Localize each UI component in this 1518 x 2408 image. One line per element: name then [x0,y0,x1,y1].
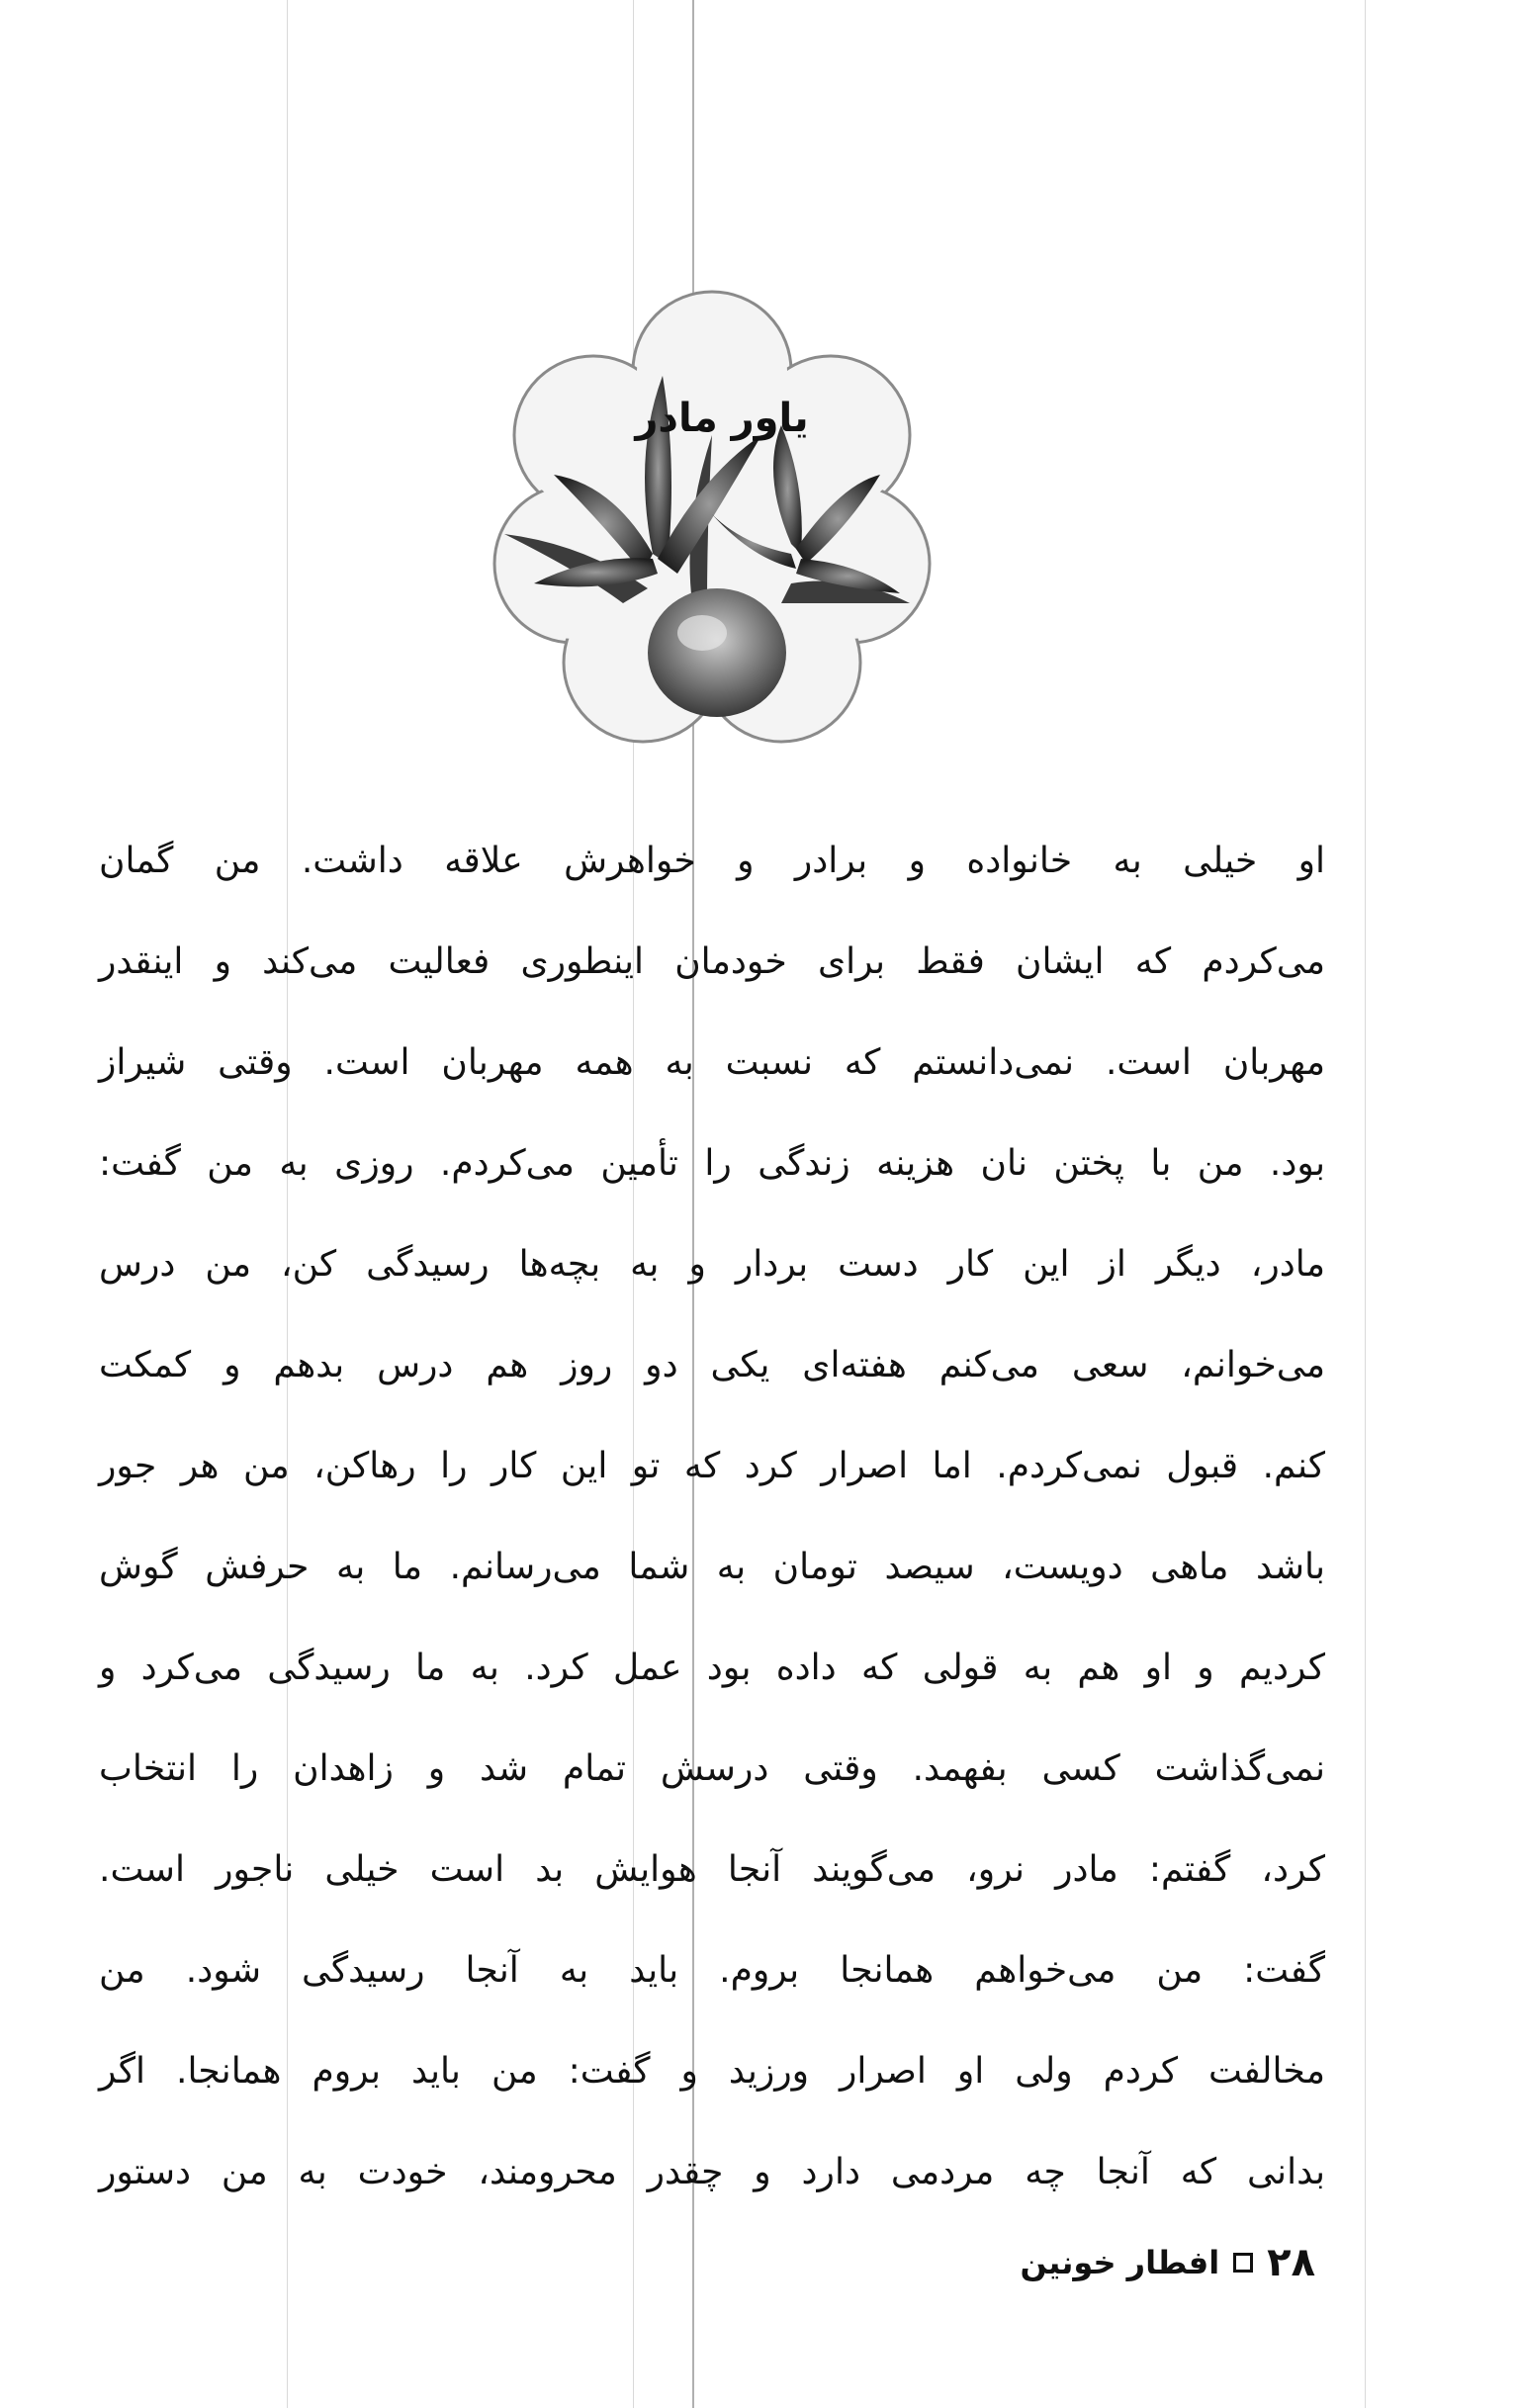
text-line: کردیم و او هم به قولی که داده بود عمل کرد. به ما رسیدگی می‌کرد و [99,1648,1325,1688]
scan-line [1365,0,1366,2408]
book-title: افطار خونین [1020,2244,1220,2281]
text-line: مهربان است. نمی‌دانستم که نسبت به همه مهربان است. وقتی شیراز [99,1042,1325,1083]
page-footer [1019,2240,1315,2285]
text-line: کرد، گفتم: مادر نرو، می‌گویند آنجا هوایش بد است خیلی ناجور است. [99,1849,1325,1890]
text-line: بدانی که آنجا چه مردمی دارد و چقدر محرومند، خودت به من دستور [99,2152,1325,2192]
text-line: بود. من با پختن نان هزینه زندگی را تأمین می‌کردم. روزی به من گفت: [99,1143,1325,1184]
square-icon [1233,2253,1253,2273]
page-number: ۲۸ [1267,2240,1315,2285]
chapter-title: یاور مادر [635,396,809,441]
body-paragraph [99,811,1325,2223]
text-line: گفت: من می‌خواهم همانجا بروم. باید به آنجا رسیدگی شود. من [99,1950,1325,1991]
text-line: مخالفت کردم ولی او اصرار ورزید و گفت: من باید بروم همانجا. اگر [99,2051,1325,2092]
text-line: می‌خوانم، سعی می‌کنم هفته‌ای یکی دو روز هم درس بدهم و کمکت [99,1345,1325,1385]
text-line: می‌کردم که ایشان فقط برای خودمان اینطوری فعالیت می‌کند و اینقدر [99,941,1325,982]
text-line: نمی‌گذاشت کسی بفهمد. وقتی درسش تمام شد و زاهدان را انتخاب [99,1748,1325,1789]
text-line: کنم. قبول نمی‌کردم. اما اصرار کرد که تو این کار را رهاکن، من هر جور [99,1446,1325,1486]
lily-flower-icon [465,277,959,771]
text-line: او خیلی به خانواده و برادر و خواهرش علاقه داشت. من گمان [99,841,1325,881]
text-line: باشد ماهی دویست، سیصد تومان به شما می‌رسانم. ما به حرفش گوش [99,1547,1325,1587]
text-line: مادر، دیگر از این کار دست بردار و به بچه‌ها رسیدگی کن، من درس [99,1244,1325,1285]
